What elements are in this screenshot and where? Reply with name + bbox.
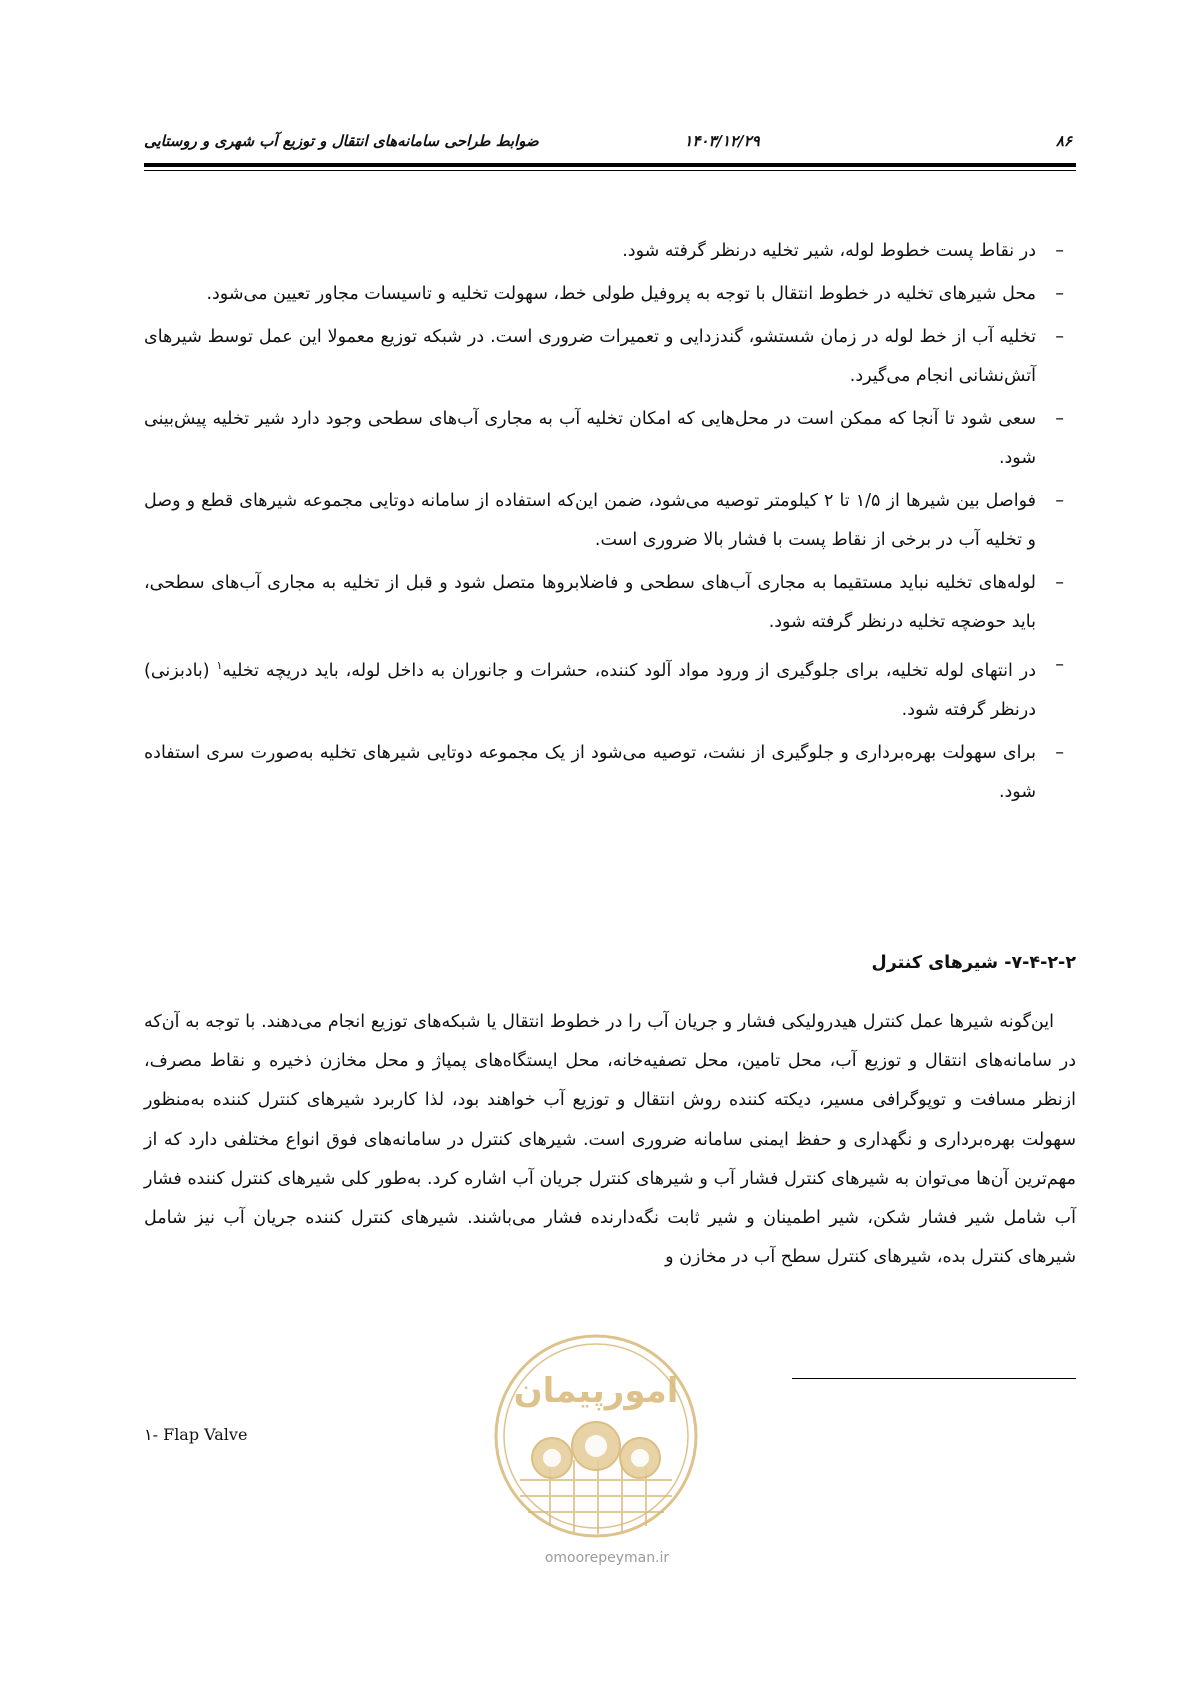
section-paragraph: این‌گونه شیرها عمل کنترل هیدرولیکی فشار و جریان آب را در خطوط انتقال یا شبکه‌های توزیع انجام می‌دهند. با توجه به آن‌که در سامانه‌های انتقال و توزیع آب، محل تامین، محل تصفیه‌خانه، محل ایستگاه‌های پمپاژ و محل مخازن ذخیره و نقاط مصرف، ازنظر مسافت و توپوگرافی مسیر، دیکته کننده روش انتقال و توزیع آب خواهند بود، لذا کاربرد شیرهای کنترل کننده به‌منظور سهولت بهره‌برداری و نگهداری و حفظ ایمنی سامانه ضروری است. شیرهای کنترل در سامانه‌های فوق انواع مختلفی دارد که از مهم‌ترین آن‌ها می‌توان به شیرهای کنترل فشار آب و شیرهای کنترل جریان آب اشاره کرد. به‌طور کلی شیرهای کنترل کننده فشار آب شامل شیر فشار شکن، شیر اطمینان و شیر ثابت نگه‌دارنده فشار می‌باشند. شیرهای کنترل کننده جریان آب نیز شامل شیرهای کنترل بده، شیرهای کنترل سطح آب در مخازن و (144, 1012, 1076, 1268)
bullet-dash: – (1055, 491, 1064, 511)
list-item-text: لوله‌های تخلیه نباید مستقیما به مجاری آب‌های سطحی و فاضلابروها متصل شود و قبل از تخلیه به مجاری آب‌های سطحی، باید حوضچه تخلیه درنظر گرفته شود. (144, 573, 1036, 632)
list-item (144, 318, 1076, 396)
list-item-text: در نقاط پست خطوط لوله، شیر تخلیه درنظر گرفته شود. (622, 241, 1036, 261)
bullet-dash: – (1055, 284, 1064, 304)
bullet-dash: – (1055, 573, 1064, 593)
header-date: ۱۴۰۳/۱۲/۲۹ (684, 132, 760, 150)
list-item (144, 646, 1076, 730)
watermark-logo-icon (490, 1330, 702, 1542)
header-rule-thin (144, 170, 1076, 171)
list-item-text: تخلیه آب از خط لوله در زمان شستشو، گندزدایی و تعمیرات ضروری است. در شبکه توزیع معمولا این عمل توسط شیرهای آتش‌نشانی انجام می‌گیرد. (144, 327, 1036, 386)
list-item (144, 734, 1076, 812)
bullet-dash: – (1055, 327, 1064, 347)
list-item-text: فواصل بین شیرها از ۱/۵ تا ۲ کیلومتر توصیه می‌شود، ضمن این‌که استفاده از سامانه دوتایی مجموعه شیرهای قطع و وصل و تخلیه آب در برخی از نقاط پست با فشار بالا ضروری است. (144, 491, 1037, 550)
list-item (144, 232, 1076, 271)
bullet-dash: – (1055, 742, 1064, 763)
list-item-text: برای سهولت بهره‌برداری و جلوگیری از نشت، توصیه می‌شود از یک مجموعه دوتایی شیرهای تخلیه به‌صورت سری استفاده شود. (144, 742, 1036, 802)
list-item (144, 275, 1076, 314)
list-item (144, 482, 1076, 560)
bullet-dash: – (1055, 655, 1064, 675)
page-number: ۸۶ (1055, 132, 1072, 150)
list-item-text: (بادبزنی) درنظر گرفته شود. (144, 660, 1036, 720)
footnote: ۱- Flap Valve (144, 1425, 248, 1444)
section-heading: ۷-۴-۲-۲- شیرهای کنترل (871, 953, 1076, 973)
list-item (144, 400, 1076, 478)
page-header (144, 128, 1076, 152)
footnote-rule (792, 1378, 1076, 1379)
list-item (144, 564, 1076, 642)
header-rule (144, 163, 1076, 167)
list-item-text: محل شیرهای تخلیه در خطوط انتقال با توجه به پروفیل طولی خط، سهولت تخلیه و تاسیسات مجاور تعیین می‌شود. (206, 284, 1036, 304)
watermark-url: omoorepeyman.ir (544, 1550, 670, 1566)
header-title: ضوابط طراحی سامانه‌های انتقال و توزیع آب شهری و روستایی (144, 132, 539, 150)
list-item-text: در انتهای لوله تخلیه، برای جلوگیری از ورود مواد آلود کننده، حشرات و جانوران به داخل لوله، باید دریچه تخلیه (222, 660, 1037, 681)
list-item-text: سعی شود تا آنجا که ممکن است در محل‌هایی که امکان تخلیه آب به مجاری آب‌های سطحی وجود دارد شیر تخلیه پیش‌بینی شود. (144, 409, 1036, 468)
bullet-list (144, 232, 1076, 816)
bullet-dash: – (1055, 409, 1064, 429)
footnote-ref[interactable]: ۱ (216, 659, 223, 672)
bullet-dash: – (1055, 241, 1064, 261)
watermark-logo-text: امورپیمان (513, 1371, 679, 1411)
